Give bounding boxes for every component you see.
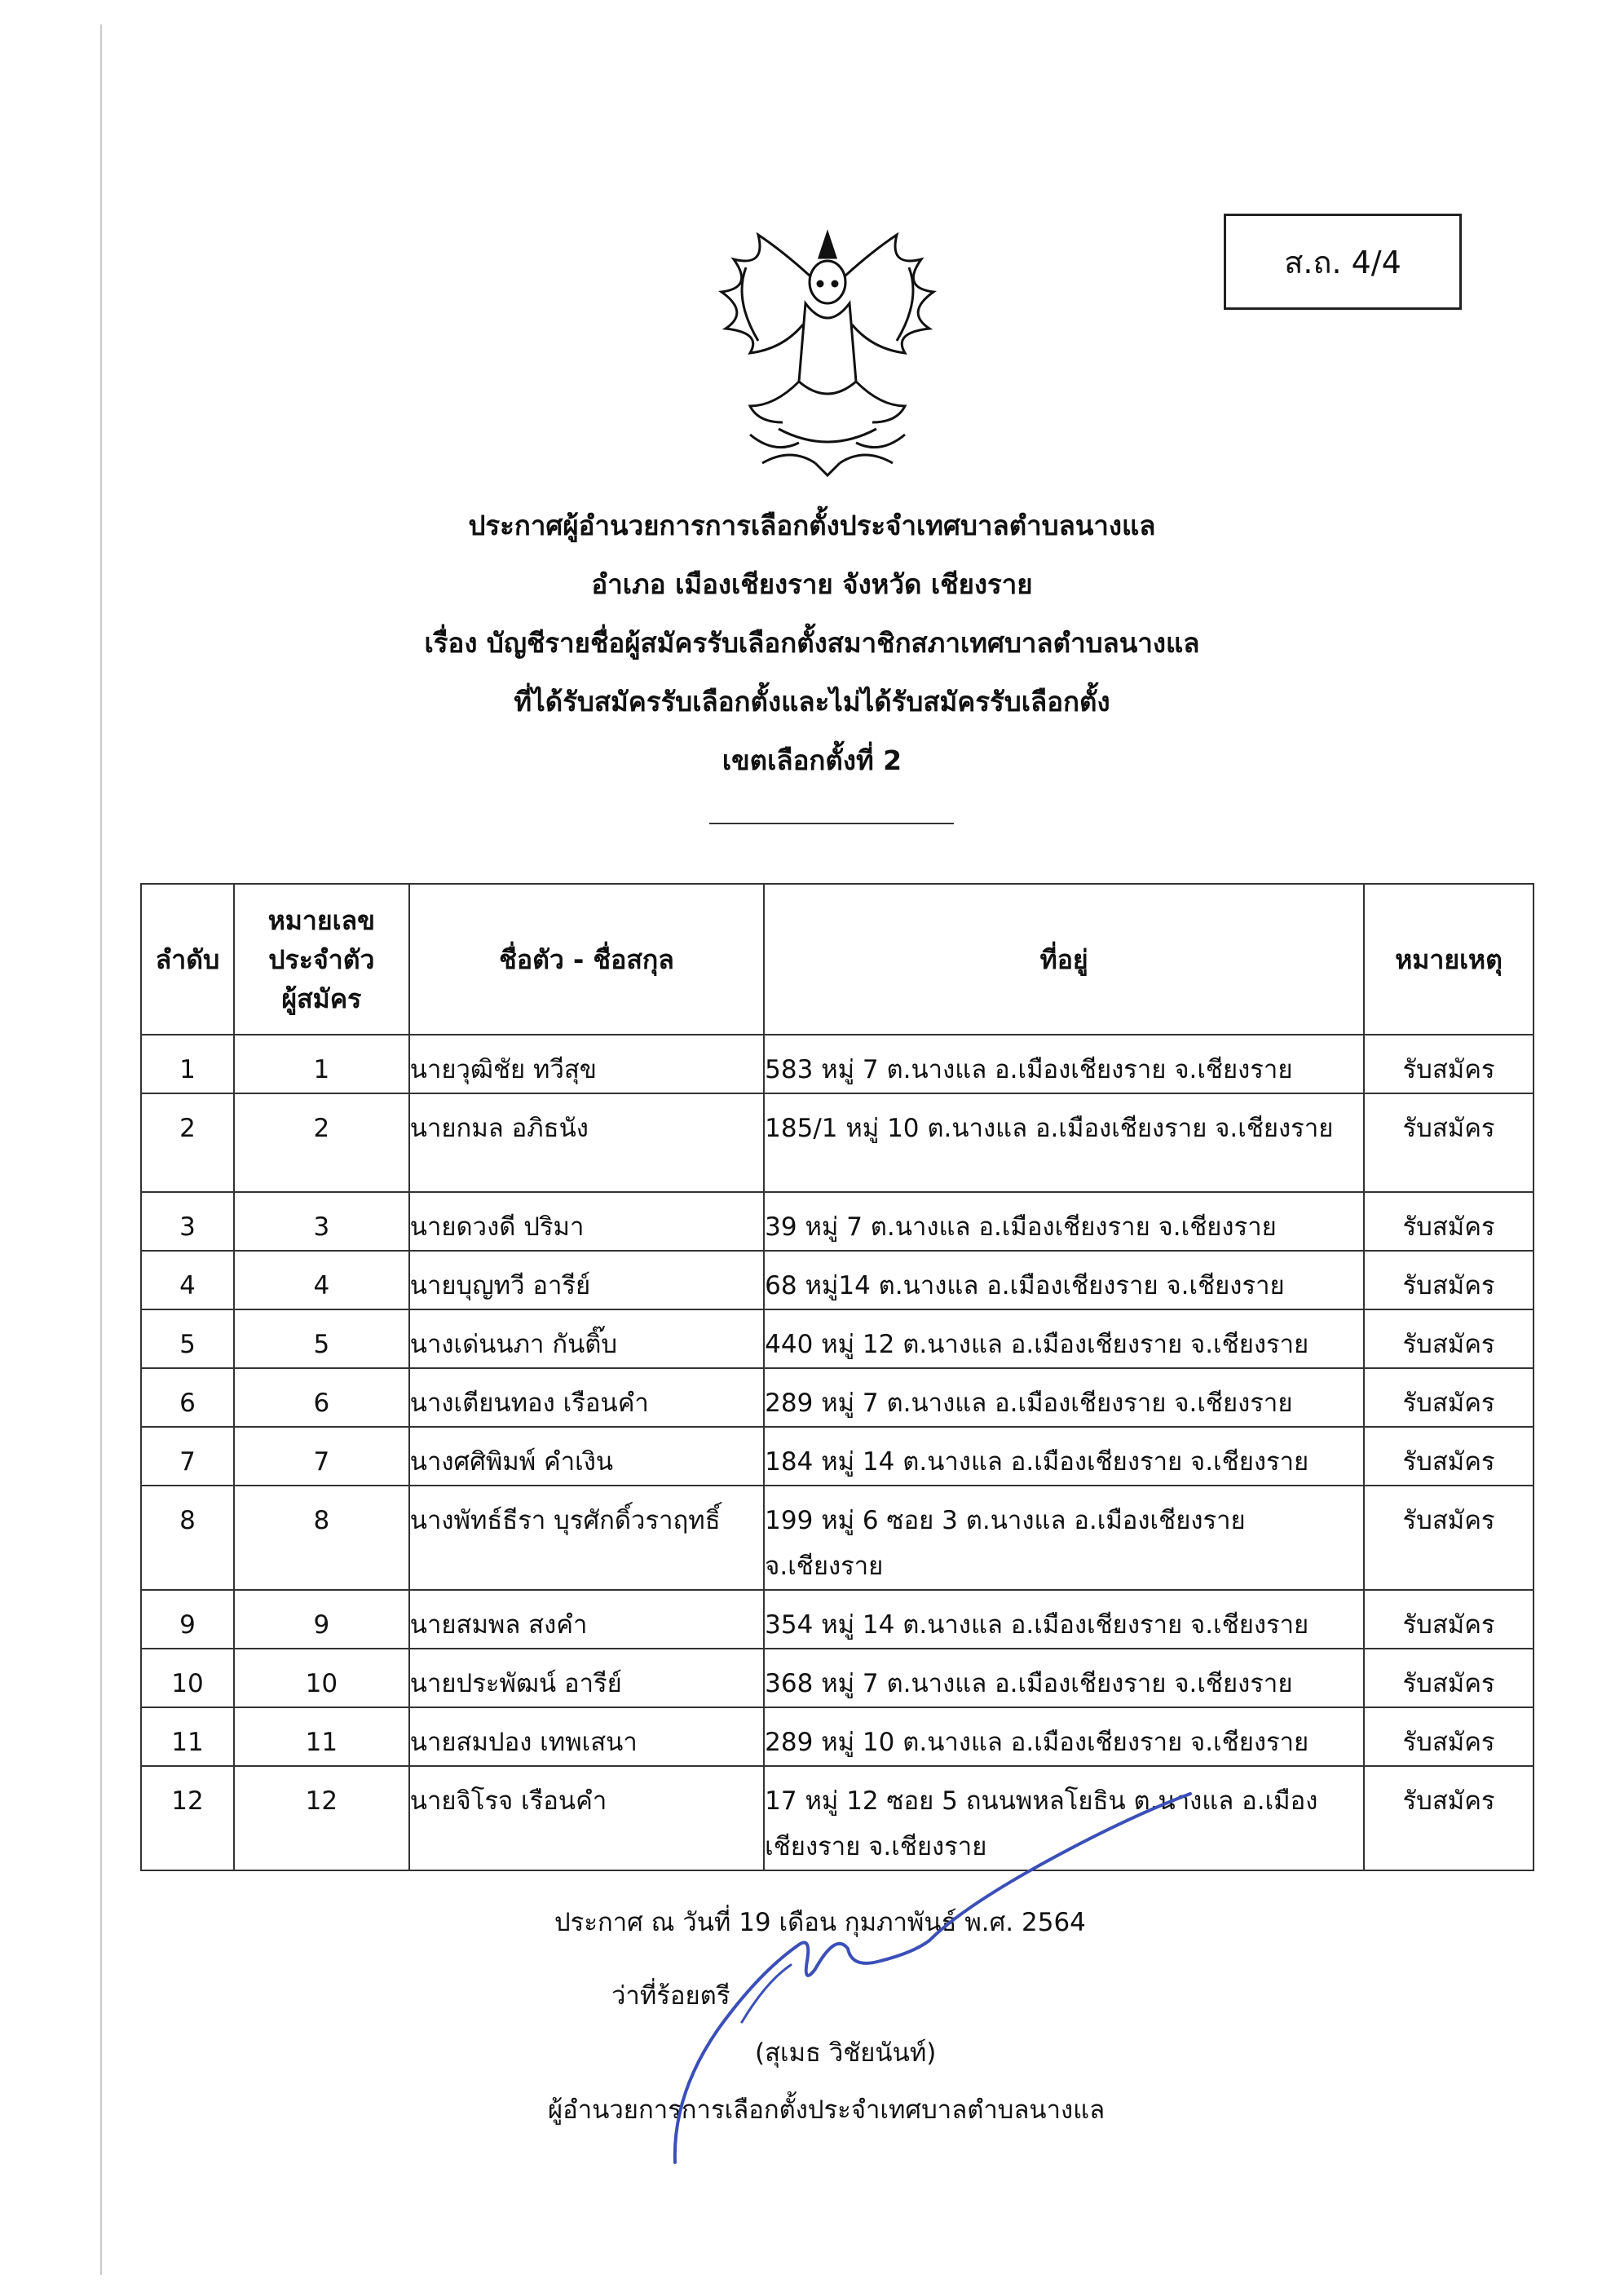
signer-rank: ว่าที่ร้อยตรี [611, 1981, 730, 2011]
cell-name: นายบุญทวี อารีย์ [409, 1251, 764, 1309]
page-edge-rule [100, 24, 102, 2275]
cell-order: 7 [141, 1427, 234, 1486]
cell-name: นายสมพล สงคำ [409, 1590, 764, 1649]
cell-number: 4 [234, 1251, 409, 1309]
header-name: ชื่อตัว - ชื่อสกุล [409, 884, 764, 1035]
cell-note: รับสมัคร [1364, 1649, 1534, 1707]
cell-note: รับสมัคร [1364, 1486, 1534, 1590]
handwritten-signature [669, 1786, 1239, 2169]
cell-note: รับสมัคร [1364, 1035, 1534, 1093]
cell-order: 12 [141, 1766, 234, 1870]
cell-order: 5 [141, 1309, 234, 1368]
heading-line-3: เรื่อง บัญชีรายชื่อผู้สมัครรับเลือกตั้งสมาชิกสภาเทศบาลตำบลนางแล [424, 627, 1200, 659]
table-row [141, 1309, 1534, 1368]
cell-address: 199 หมู่ 6 ซอย 3 ต.นางแล อ.เมืองเชียงราย จ.เชียงราย [764, 1486, 1364, 1590]
cell-address: 185/1 หมู่ 10 ต.นางแล อ.เมืองเชียงราย จ.เชียงราย [764, 1093, 1364, 1192]
form-code-box [1224, 214, 1462, 310]
cell-name: นายวุฒิชัย ทวีสุข [409, 1035, 764, 1093]
cell-note: รับสมัคร [1364, 1309, 1534, 1368]
cell-note: รับสมัคร [1364, 1427, 1534, 1486]
cell-number: 2 [234, 1093, 409, 1192]
cell-order: 8 [141, 1486, 234, 1590]
signer-role: ผู้อำนวยการการเลือกตั้งประจำเทศบาลตำบลนางแล [548, 2095, 1105, 2125]
table-row [141, 1251, 1534, 1309]
heading-line-5: เขตเลือกตั้งที่ 2 [722, 744, 902, 776]
header-note: หมายเหตุ [1364, 884, 1534, 1035]
cell-address: 184 หมู่ 14 ต.นางแล อ.เมืองเชียงราย จ.เชียงราย [764, 1427, 1364, 1486]
cell-address: 583 หมู่ 7 ต.นางแล อ.เมืองเชียงราย จ.เชียงราย [764, 1035, 1364, 1093]
cell-number: 10 [234, 1649, 409, 1707]
header-address: ที่อยู่ [764, 884, 1364, 1035]
cell-note: รับสมัคร [1364, 1093, 1534, 1192]
cell-order: 2 [141, 1093, 234, 1192]
cell-name: นายกมล อภิธนัง [409, 1093, 764, 1192]
table-row [141, 1427, 1534, 1486]
cell-order: 9 [141, 1590, 234, 1649]
table-row [141, 1649, 1534, 1707]
cell-name: นางศศิพิมพ์ คำเงิน [409, 1427, 764, 1486]
heading-underline [709, 823, 954, 824]
cell-number: 1 [234, 1035, 409, 1093]
header-number-line-2: ประจำตัว [268, 943, 375, 975]
table-row [141, 1093, 1534, 1192]
cell-number: 3 [234, 1192, 409, 1251]
cell-number: 8 [234, 1486, 409, 1590]
header-candidate-number [234, 884, 409, 1035]
header-number-line-3: ผู้สมัคร [281, 982, 362, 1014]
cell-order: 10 [141, 1649, 234, 1707]
announcement-date: ประกาศ ณ วันที่ 19 เดือน กุมภาพันธ์ พ.ศ. 2564 [554, 1908, 1086, 1937]
cell-address: 17 หมู่ 12 ซอย 5 ถนนพหลโยธิน ต.นางแล อ.เมืองเชียงราย จ.เชียงราย [764, 1766, 1364, 1870]
heading-line-1: ประกาศผู้อำนวยการการเลือกตั้งประจำเทศบาลตำบลนางแล [468, 510, 1156, 541]
heading-line-2: อำเภอ เมืองเชียงราย จังหวัด เชียงราย [591, 568, 1033, 600]
garuda-emblem-icon [701, 219, 954, 488]
cell-name: นางเตียนทอง เรือนคำ [409, 1368, 764, 1427]
heading-line-4: ที่ได้รับสมัครรับเลือกตั้งและไม่ได้รับสมัครรับเลือกตั้ง [514, 686, 1110, 718]
table-header-row [141, 884, 1534, 1035]
cell-name: นายประพัฒน์ อารีย์ [409, 1649, 764, 1707]
cell-name: นางเด่นนภา กันติ๊บ [409, 1309, 764, 1368]
cell-note: รับสมัคร [1364, 1192, 1534, 1251]
table-row [141, 1192, 1534, 1251]
form-code: ส.ถ. 4/4 [1284, 244, 1401, 280]
cell-number: 6 [234, 1368, 409, 1427]
header-number-line-1: หมายเลข [267, 904, 376, 936]
cell-order: 3 [141, 1192, 234, 1251]
cell-name: นายสมปอง เทพเสนา [409, 1707, 764, 1766]
cell-address: 440 หมู่ 12 ต.นางแล อ.เมืองเชียงราย จ.เชียงราย [764, 1309, 1364, 1368]
signer-name: (สุเมธ วิชัยนันท์) [755, 2038, 937, 2068]
cell-order: 6 [141, 1368, 234, 1427]
cell-address: 39 หมู่ 7 ต.นางแล อ.เมืองเชียงราย จ.เชียงราย [764, 1192, 1364, 1251]
cell-order: 11 [141, 1707, 234, 1766]
cell-order: 4 [141, 1251, 234, 1309]
cell-address: 68 หมู่14 ต.นางแล อ.เมืองเชียงราย จ.เชียงราย [764, 1251, 1364, 1309]
cell-address: 289 หมู่ 7 ต.นางแล อ.เมืองเชียงราย จ.เชียงราย [764, 1368, 1364, 1427]
cell-note: รับสมัคร [1364, 1590, 1534, 1649]
cell-note: รับสมัคร [1364, 1368, 1534, 1427]
cell-number: 5 [234, 1309, 409, 1368]
table-row [141, 1035, 1534, 1093]
table-row [141, 1368, 1534, 1427]
cell-note: รับสมัคร [1364, 1707, 1534, 1766]
cell-number: 9 [234, 1590, 409, 1649]
table-row [141, 1707, 1534, 1766]
cell-name: นางพัทธ์ธีรา บุรศักดิ์วราฤทธิ์ [409, 1486, 764, 1590]
candidate-table [140, 883, 1534, 1871]
cell-order: 1 [141, 1035, 234, 1093]
cell-address: 289 หมู่ 10 ต.นางแล อ.เมืองเชียงราย จ.เชียงราย [764, 1707, 1364, 1766]
cell-note: รับสมัคร [1364, 1251, 1534, 1309]
cell-name: นายดวงดี ปริมา [409, 1192, 764, 1251]
cell-note: รับสมัคร [1364, 1766, 1534, 1870]
cell-address: 354 หมู่ 14 ต.นางแล อ.เมืองเชียงราย จ.เชียงราย [764, 1590, 1364, 1649]
cell-number: 7 [234, 1427, 409, 1486]
table-row [141, 1486, 1534, 1590]
header-order: ลำดับ [141, 884, 234, 1035]
cell-address: 368 หมู่ 7 ต.นางแล อ.เมืองเชียงราย จ.เชียงราย [764, 1649, 1364, 1707]
cell-name: นายจิโรจ เรือนคำ [409, 1766, 764, 1870]
table-row [141, 1590, 1534, 1649]
cell-number: 12 [234, 1766, 409, 1870]
cell-number: 11 [234, 1707, 409, 1766]
